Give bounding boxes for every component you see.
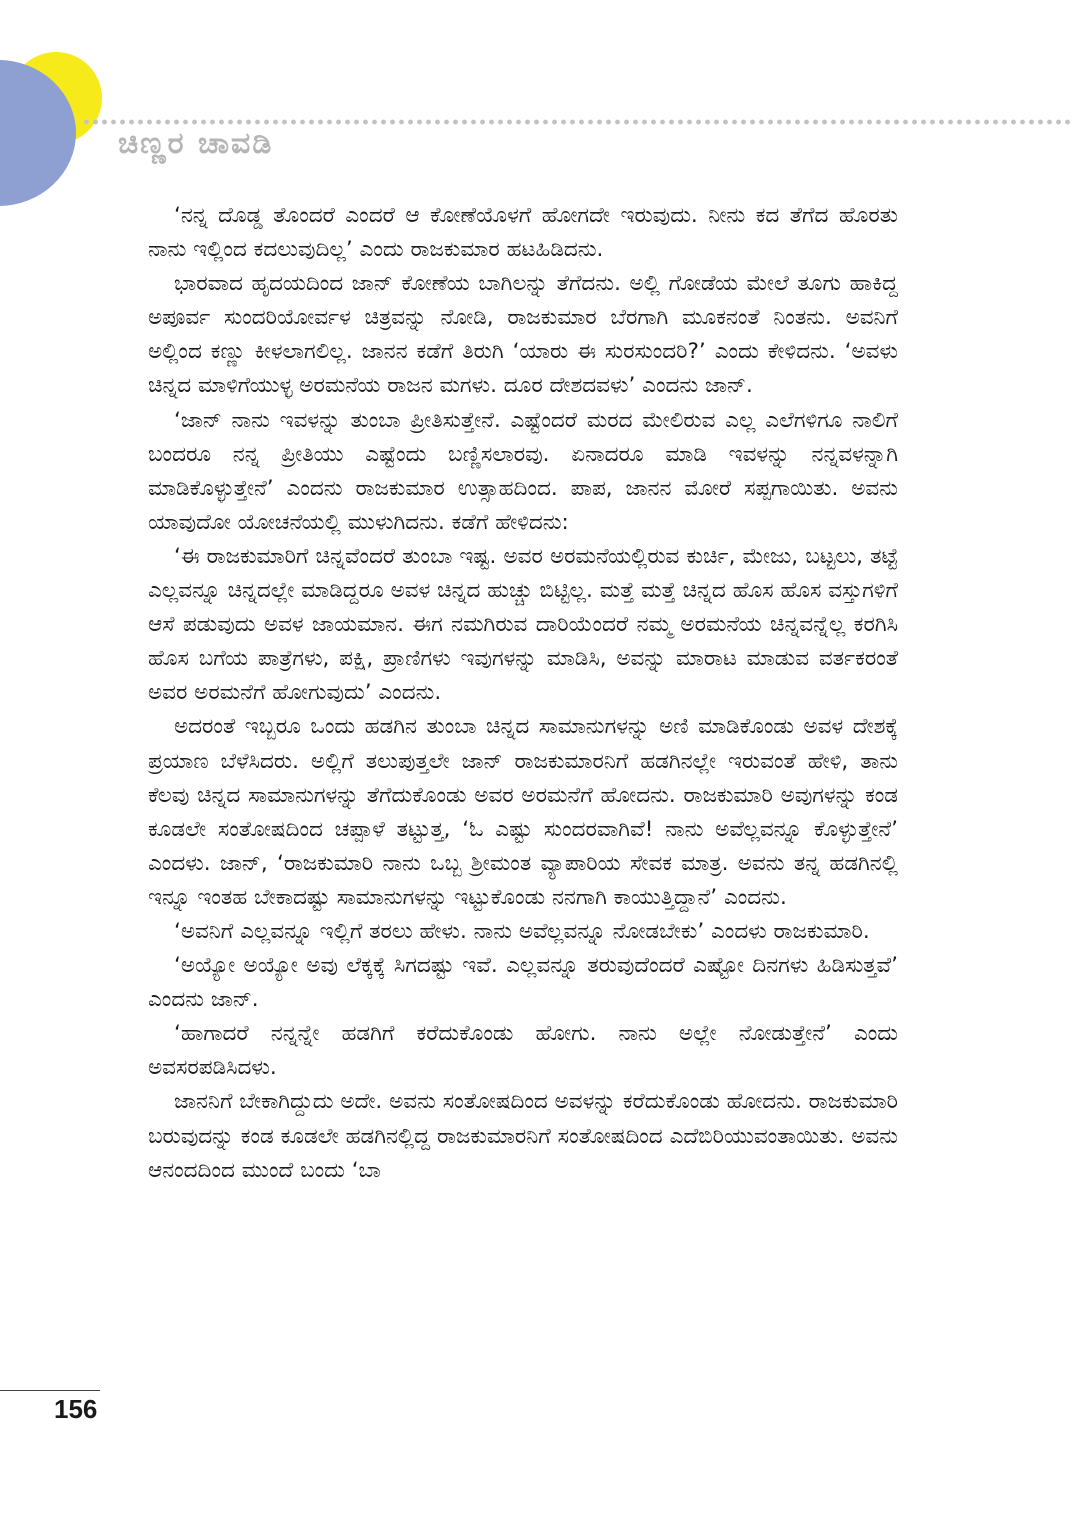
paragraph-8: ‘ಹಾಗಾದರೆ ನನ್ನನ್ನೇ ಹಡಗಿಗೆ ಕರೆದುಕೊಂಡು ಹೋಗು. ನಾನು ಅಲ್ಲೇ ನೋಡುತ್ತೇನೆ’ ಎಂದು ಅವಸರಪಡಿಸಿದಳು. — [148, 1021, 898, 1081]
paragraph-2: ಭಾರವಾದ ಹೃದಯದಿಂದ ಜಾನ್ ಕೋಣೆಯ ಬಾಗಿಲನ್ನು ತೆಗೆದನು. ಅಲ್ಲಿ ಗೋಡೆಯ ಮೇಲೆ ತೂಗು ಹಾಕಿದ್ದ ಅಪೂರ್ವ ಸುಂದರಿಯೋರ್ವಳ ಚಿತ್ರವನ್ನು ನೋಡಿ, ರಾಜಕುಮಾರ ಬೆರಗಾಗಿ ಮೂಕನಂತೆ ನಿಂತನು. ಅವನಿಗೆ ಅಲ್ಲಿಂದ ಕಣ್ಣು ಕೀಳಲಾಗಲಿಲ್ಲ. ಜಾನನ ಕಡೆಗೆ ತಿರುಗಿ ‘ಯಾರು ಈ ಸುರಸುಂದರಿ?’ ಎಂದು ಕೇಳಿದನು. ‘ಅವಳು ಚಿನ್ನದ ಮಾಳಿಗೆಯುಳ್ಳ ಅರಮನೆಯ ರಾಜನ ಮಗಳು. ದೂರ ದೇಶದವಳು’ ಎಂದನು ಜಾನ್. — [148, 271, 898, 399]
paragraph-6: ‘ಅವನಿಗೆ ಎಲ್ಲವನ್ನೂ ಇಲ್ಲಿಗೆ ತರಲು ಹೇಳು. ನಾನು ಅವೆಲ್ಲವನ್ನೂ ನೋಡಬೇಕು’ ಎಂದಳು ರಾಜಕುಮಾರಿ. — [174, 918, 870, 944]
paragraph-7: ‘ಅಯ್ಯೋ ಅಯ್ಯೋ ಅವು ಲೆಕ್ಕಕ್ಕೆ ಸಿಗದಷ್ಟು ಇವೆ. ಎಲ್ಲವನ್ನೂ ತರುವುದೆಂದರೆ ಎಷ್ಟೋ ದಿನಗಳು ಹಿಡಿಸುತ್ತವೆ’ ಎಂದನು ಜಾನ್. — [148, 953, 898, 1013]
paragraph-3: ‘ಜಾನ್ ನಾನು ಇವಳನ್ನು ತುಂಬಾ ಪ್ರೀತಿಸುತ್ತೇನೆ. ಎಷ್ಟೆಂದರೆ ಮರದ ಮೇಲಿರುವ ಎಲ್ಲ ಎಲೆಗಳಿಗೂ ನಾಲಿಗೆ ಬಂದರೂ ನನ್ನ ಪ್ರೀತಿಯು ಎಷ್ಟೆಂದು ಬಣ್ಣಿಸಲಾರವು. ಏನಾದರೂ ಮಾಡಿ ಇವಳನ್ನು ನನ್ನವಳನ್ನಾಗಿ ಮಾಡಿಕೊಳ್ಳುತ್ತೇನೆ’ ಎಂದನು ರಾಜಕುಮಾರ ಉತ್ಸಾಹದಿಂದ. ಪಾಪ, ಜಾನನ ಮೋರೆ ಸಪ್ಪಗಾಯಿತು. ಅವನು ಯಾವುದೋ ಯೋಚನೆಯಲ್ಲಿ ಮುಳುಗಿದನು. ಕಡೆಗೆ ಹೇಳಿದನು: — [148, 407, 898, 535]
paragraph-9: ಜಾನನಿಗೆ ಬೇಕಾಗಿದ್ದುದು ಅದೇ. ಅವನು ಸಂತೋಷದಿಂದ ಅವಳನ್ನು ಕರೆದುಕೊಂಡು ಹೋದನು. ರಾಜಕುಮಾರಿ ಬರುವುದನ್ನು ಕಂಡ ಕೂಡಲೇ ಹಡಗಿನಲ್ಲಿದ್ದ ರಾಜಕುಮಾರನಿಗೆ ಸಂತೋಷದಿಂದ ಎದೆಬಿರಿಯುವಂತಾಯಿತು. ಅವನು ಆನಂದದಿಂದ ಮುಂದೆ ಬಂದು ‘ಬಾ — [148, 1089, 898, 1183]
paragraph-1: ‘ನನ್ನ ದೊಡ್ಡ ತೊಂದರೆ ಎಂದರೆ ಆ ಕೋಣೆಯೊಳಗೆ ಹೋಗದೇ ಇರುವುದು. ನೀನು ಕದ ತೆಗೆದ ಹೊರತು ನಾನು ಇಲ್ಲಿಂದ ಕದಲುವುದಿಲ್ಲ’ ಎಂದು ರಾಜಕುಮಾರ ಹಟಹಿಡಿದನು. — [148, 203, 898, 263]
dotted-header-rule — [82, 118, 1072, 126]
story-text — [148, 199, 898, 1188]
paragraph-5: ಅದರಂತೆ ಇಬ್ಬರೂ ಒಂದು ಹಡಗಿನ ತುಂಬಾ ಚಿನ್ನದ ಸಾಮಾನುಗಳನ್ನು ಅಣಿ ಮಾಡಿಕೊಂಡು ಅವಳ ದೇಶಕ್ಕೆ ಪ್ರಯಾಣ ಬೆಳೆಸಿದರು. ಅಲ್ಲಿಗೆ ತಲುಪುತ್ತಲೇ ಜಾನ್ ರಾಜಕುಮಾರನಿಗೆ ಹಡಗಿನಲ್ಲೇ ಇರುವಂತೆ ಹೇಳಿ, ತಾನು ಕೆಲವು ಚಿನ್ನದ ಸಾಮಾನುಗಳನ್ನು ತೆಗೆದುಕೊಂಡು ಅವರ ಅರಮನೆಗೆ ಹೋದನು. ರಾಜಕುಮಾರಿ ಅವುಗಳನ್ನು ಕಂಡ ಕೂಡಲೇ ಸಂತೋಷದಿಂದ ಚಪ್ಪಾಳೆ ತಟ್ಟುತ್ತ, ‘ಓ ಎಷ್ಟು ಸುಂದರವಾಗಿವೆ! ನಾನು ಅವೆಲ್ಲವನ್ನೂ ಕೊಳ್ಳುತ್ತೇನೆ’ ಎಂದಳು. ಜಾನ್, ‘ರಾಜಕುಮಾರಿ ನಾನು ಒಬ್ಬ ಶ್ರೀಮಂತ ವ್ಯಾಪಾರಿಯ ಸೇವಕ ಮಾತ್ರ. ಅವನು ತನ್ನ ಹಡಗಿನಲ್ಲಿ ಇನ್ನೂ ಇಂತಹ ಬೇಕಾದಷ್ಟು ಸಾಮಾನುಗಳನ್ನು ಇಟ್ಟುಕೊಂಡು ನನಗಾಗಿ ಕಾಯುತ್ತಿದ್ದಾನೆ’ ಎಂದನು. — [148, 714, 898, 910]
section-title: ಚಿಣ್ಣರ ಚಾವಡಿ — [118, 126, 274, 161]
page-number: 156 — [54, 1394, 98, 1424]
corner-decoration — [0, 0, 120, 220]
paragraph-4: ‘ಈ ರಾಜಕುಮಾರಿಗೆ ಚಿನ್ನವೆಂದರೆ ತುಂಬಾ ಇಷ್ಟ. ಅವರ ಅರಮನೆಯಲ್ಲಿರುವ ಕುರ್ಚಿ, ಮೇಜು, ಬಟ್ಟಲು, ತಟ್ಟೆ ಎಲ್ಲವನ್ನೂ ಚಿನ್ನದಲ್ಲೇ ಮಾಡಿದ್ದರೂ ಅವಳ ಚಿನ್ನದ ಹುಚ್ಚು ಬಿಟ್ಟಿಲ್ಲ. ಮತ್ತೆ ಮತ್ತೆ ಚಿನ್ನದ ಹೊಸ ಹೊಸ ವಸ್ತುಗಳಿಗೆ ಆಸೆ ಪಡುವುದು ಅವಳ ಜಾಯಮಾನ. ಈಗ ನಮಗಿರುವ ದಾರಿಯೆಂದರೆ ನಮ್ಮ ಅರಮನೆಯ ಚಿನ್ನವನ್ನೆಲ್ಲ ಕರಗಿಸಿ ಹೊಸ ಬಗೆಯ ಪಾತ್ರೆಗಳು, ಪಕ್ಷಿ, ಪ್ರಾಣಿಗಳು ಇವುಗಳನ್ನು ಮಾಡಿಸಿ, ಅವನ್ನು ಮಾರಾಟ ಮಾಡುವ ವರ್ತಕರಂತೆ ಅವರ ಅರಮನೆಗೆ ಹೋಗುವುದು’ ಎಂದನು. — [148, 543, 898, 706]
footer-rule — [0, 1390, 100, 1391]
